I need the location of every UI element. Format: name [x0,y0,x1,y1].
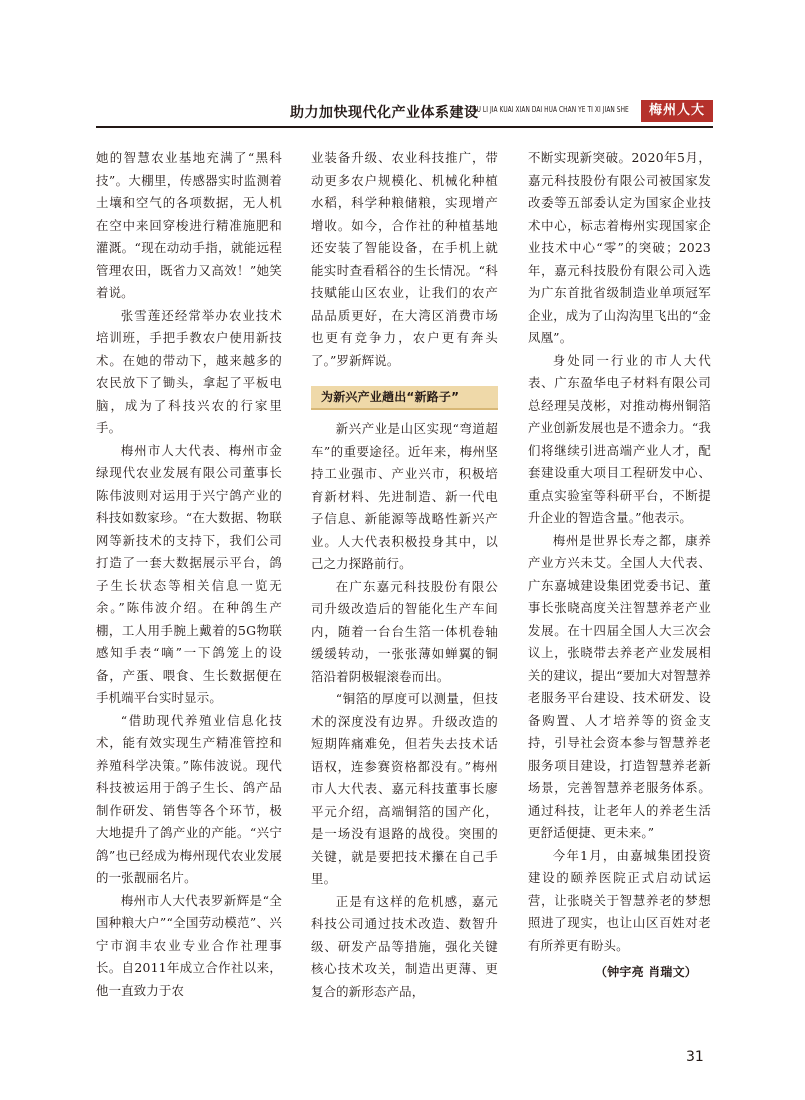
paragraph: “借助现代养殖业信息化技术，能有效实现生产精准管控和养殖科学决策。”陈伟波说。现代科技被运用于鸽子生长、鸽产品制作研发、销售等各个环节，极大地提升了鸽产业的产能。“兴宁鸽”也已经成为梅州现代农业发展的一张靓丽名片。 [96,712,282,885]
column-3 [528,147,711,984]
header-rule [96,126,713,128]
paragraph: 张雪莲还经常举办农业技术培训班，手把手教农户使用新技术。在她的带动下，越来越多的农民放下了锄头，拿起了平板电脑，成为了科技兴农的行家里手。 [96,307,282,435]
section-subheading: 为新兴产业趟出“新路子” [311,386,498,410]
page-number: 31 [686,1049,704,1065]
column-1 [96,147,282,1002]
paragraph: 在广东嘉元科技股份有限公司升级改造后的智能化生产车间内，随着一台台生箔一体机卷轴缓缓转动，一张张薄如蝉翼的铜箔沿着阴极辊滚卷而出。 [311,578,498,684]
paragraph: 身处同一行业的市人大代表、广东盈华电子材料有限公司总经理吴茂彬，对推动梅州铜箔产业创新发展也是不遗余力。“我们将继续引进高端产业人才，配套建设重大项目工程研发中心、重点实验室等科研平台，不断提升企业的智造含量。”他表示。 [528,352,711,525]
paragraph: 今年1月，由嘉城集团投资建设的颐养医院正式启动试运营，让张晓关于智慧养老的梦想照进了现实，也让山区百姓对老有所养更有盼头。 [528,847,711,953]
section-title: 助力加快现代化产业体系建设 [290,105,479,121]
section-title-pinyin: ZHU LI JIA KUAI XIAN DAI HUA CHAN YE TI XI JIAN SHE [468,105,629,114]
column-2 [311,147,498,1003]
paragraph: 梅州市人大代表、梅州市金绿现代农业发展有限公司董事长陈伟波则对运用于兴宁鸽产业的科技如数家珍。“在大数据、物联网等新技术的支持下，我们公司打造了一套大数据展示平台，鸽子生长状态等相关信息一览无余。”陈伟波介绍。在种鸽生产棚，工人用手腕上戴着的5G物联感知手表“嘀”一下鸽笼上的设备，产蛋、喂食、生长数据便在手机端平台实时显示。 [96,442,282,705]
paragraph: 她的智慧农业基地充满了“黑科技”。大棚里，传感器实时监测着土壤和空气的各项数据，无人机在空中来回穿梭进行精准施肥和灌溉。“现在动动手指，就能远程管理农田，既省力又高效！”她笑着说。 [96,150,282,300]
paragraph: “铜箔的厚度可以测量，但技术的深度没有边界。升级改造的短期阵痛难免，但若失去技术话语权，连参赛资格都没有。”梅州市人大代表、嘉元科技董事长廖平元介绍，高端铜箔的国产化，是一场没有退路的战役。突围的关键，就是要把技术攥在自己手里。 [311,691,498,886]
paragraph: 业装备升级、农业科技推广，带动更多农户规模化、机械化种植水稻，科学种粮储粮，实现增产增收。如今，合作社的种植基地还安装了智能设备，在手机上就能实时查看稻谷的生长情况。“科技赋能山区农业，让我们的农产品品质更好，在大湾区消费市场也更有竞争力，农户更有奔头了。”罗新辉说。 [311,150,498,368]
page-header [0,100,805,126]
paragraph: 正是有这样的危机感，嘉元科技公司通过技术改造、数智升级、研发产品等措施，强化关键核心技术攻关，制造出更薄、更复合的新形态产品， [311,893,498,999]
paragraph: 梅州市人大代表罗新辉是“全国种粮大户”“全国劳动模范”、兴宁市润丰农业专业合作社理事长。自2011年成立合作社以来，他一直致力于农 [96,892,282,998]
paragraph: 梅州是世界长寿之都，康养产业方兴未艾。全国人大代表、广东嘉城建设集团党委书记、董事长张晓高度关注智慧养老产业发展。在十四届全国人大三次会议上，张晓带去养老产业发展相关的建议，提出“要加大对智慧养老服务平台建设、技术研发、设备购置、人才培养等的资金支持，引导社会资本参与智慧养老服务项目建设，打造智慧养老新场景，完善智慧养老服务体系。通过科技，让老年人的养老生活更舒适便捷、更未来。” [528,532,711,840]
paragraph: 不断实现新突破。2020年5月，嘉元科技股份有限公司被国家发改委等五部委认定为国家企业技术中心，标志着梅州实现国家企业技术中心“零”的突破；2023年，嘉元科技股份有限公司入选为广东首批省级制造业单项冠军企业，成为了山沟沟里飞出的“金凤凰”。 [528,150,711,345]
paragraph: 新兴产业是山区实现“弯道超车”的重要途径。近年来，梅州坚持工业强市、产业兴市，积极培育新材料、先进制造、新一代电子信息、新能源等战略性新兴产业。人大代表积极投身其中，以己之力探路前行。 [311,421,498,571]
author-byline: （钟宇亮 肖瑞文） [595,965,697,979]
magazine-badge: 梅州人大 [641,100,713,122]
